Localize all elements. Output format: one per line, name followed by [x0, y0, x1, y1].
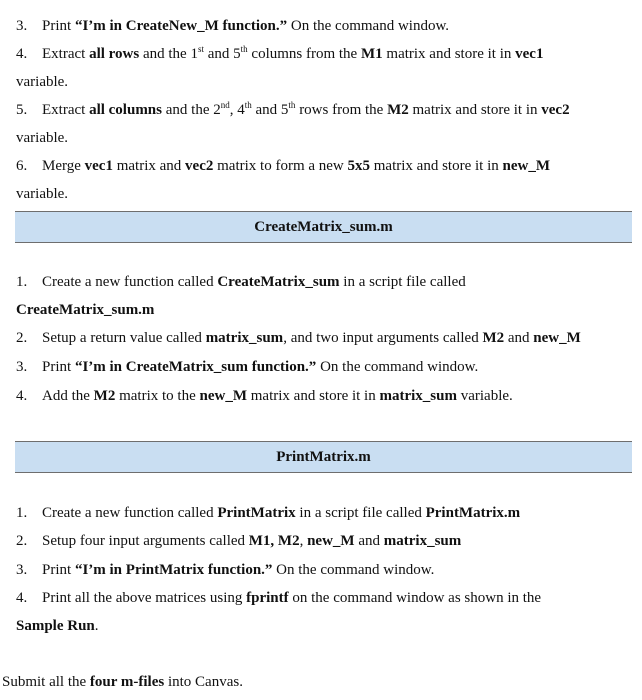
list-item-4-continuation: Sample Run.	[16, 618, 99, 634]
list-number: 5.	[16, 102, 28, 118]
section-header-printmatrix: PrintMatrix.m	[15, 441, 632, 473]
list-number: 3.	[16, 562, 28, 578]
list-number: 4.	[16, 590, 28, 606]
list-item-3: 3. Print “I’m in PrintMatrix function.” On the command window.	[16, 562, 435, 578]
list-item-4: 4. Extract all rows and the 1st and 5th columns from the M1 matrix and store it in vec1	[16, 44, 544, 62]
list-number: 4.	[16, 388, 28, 404]
list-item-1: 1. Create a new function called PrintMatrix in a script file called PrintMatrix.m	[16, 505, 521, 521]
list-number: 4.	[16, 46, 28, 62]
list-number: 2.	[16, 533, 28, 549]
list-item-3: 3. Print “I’m in CreateMatrix_sum function.” On the command window.	[16, 359, 479, 375]
list-item-1-continuation: CreateMatrix_sum.m	[16, 302, 155, 318]
list-item-1: 1. Create a new function called CreateMatrix_sum in a script file called	[16, 274, 466, 290]
list-number: 3.	[16, 18, 28, 34]
list-number: 1.	[16, 505, 28, 521]
list-item-4: 4. Print all the above matrices using fprintf on the command window as shown in the	[16, 590, 542, 606]
list-item-5: 5. Extract all columns and the 2nd, 4th and 5th rows from the M2 matrix and store it in vec2	[16, 100, 570, 118]
list-item-2: 2. Setup four input arguments called M1, M2, new_M and matrix_sum	[16, 533, 462, 549]
list-number: 2.	[16, 330, 28, 346]
section-header-creatematrix-sum: CreateMatrix_sum.m	[15, 211, 632, 243]
list-item-6: 6. Merge vec1 matrix and vec2 matrix to form a new 5x5 matrix and store it in new_M	[16, 158, 550, 174]
list-item-5-continuation: variable.	[16, 130, 69, 146]
list-item-3: 3. Print “I’m in CreateNew_M function.” On the command window.	[16, 18, 450, 34]
submission-note: Submit all the four m-files into Canvas.	[2, 674, 243, 690]
list-item-6-continuation: variable.	[16, 186, 69, 202]
list-number: 1.	[16, 274, 28, 290]
list-item-2: 2. Setup a return value called matrix_sum, and two input arguments called M2 and new_M	[16, 330, 581, 346]
list-number: 3.	[16, 359, 28, 375]
list-number: 6.	[16, 158, 28, 174]
list-item-4: 4. Add the M2 matrix to the new_M matrix and store it in matrix_sum variable.	[16, 388, 513, 404]
list-item-4-continuation: variable.	[16, 74, 69, 90]
